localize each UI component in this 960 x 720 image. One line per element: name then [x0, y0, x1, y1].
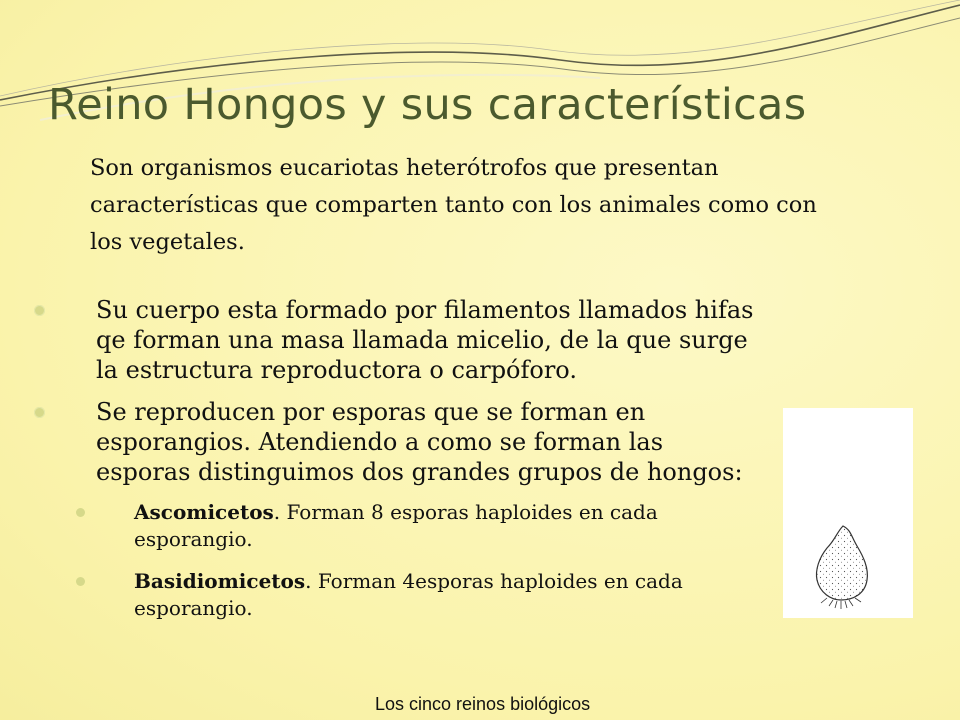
- sporangium-figure: [783, 408, 913, 618]
- slide-title: Reino Hongos y sus características: [48, 80, 807, 130]
- desc-ascomycetes: . Forman 8 esporas haploides en cada esporangio.: [134, 500, 658, 551]
- term-basidiomycetes: Basidiomicetos: [134, 569, 306, 593]
- intro-paragraph: Son organismos eucariotas heterótrofos que presentan características que comparten tanto con los animales como con los vegetales.: [90, 155, 817, 255]
- bullet-list: [30, 295, 760, 637]
- bullet-spores: Se reproducen por esporas que se forman en esporangios. Atendiendo a como se forman las esporas distinguimos dos grandes grupos de hongos:: [30, 397, 760, 487]
- bullet-hyphae: Su cuerpo esta formado por filamentos llamados hifas qe forman una masa llamada micelio, de la que surge la estructura reproductora o carpóforo.: [30, 295, 760, 385]
- sub-bullet-ascomycetes: [30, 499, 760, 553]
- desc-basidiomycetes: . Forman 4esporas haploides en cada esporangio.: [134, 569, 683, 620]
- sub-bullet-basidiomycetes: [30, 568, 760, 622]
- fungus-sporangium-illustration-icon: [783, 408, 913, 618]
- footer-caption: Los cinco reinos biológicos: [375, 694, 591, 714]
- term-ascomycetes: Ascomicetos: [134, 500, 274, 524]
